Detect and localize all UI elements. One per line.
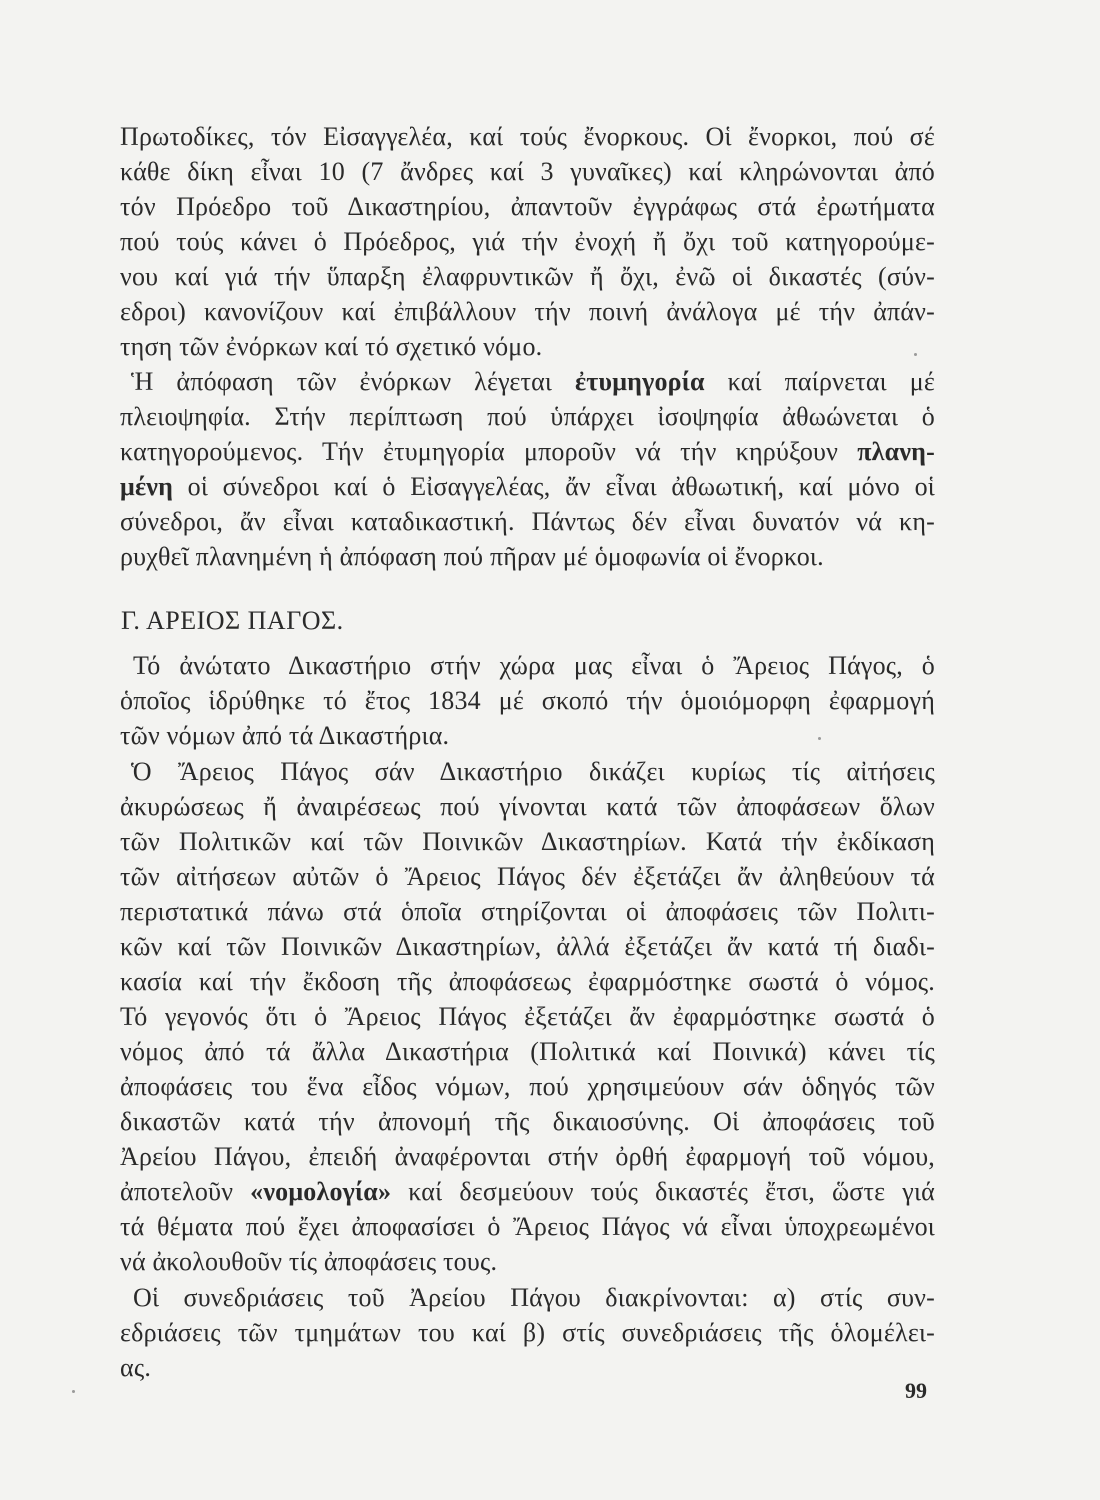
text-line: Ἀρείου Πάγου, ἐπειδή ἀναφέρονται στήν ὀρθή ἐφαρμογή τοῦ νόμου, xyxy=(120,1142,935,1171)
text-line: ἀκυρώσεως ἤ ἀναιρέσεως πού γίνονται κατά τῶν ἀποφάσεων ὅλων xyxy=(120,792,935,821)
text-line: εδριάσεις τῶν τμημάτων του καί β) στίς συνεδριάσεις τῆς ὁλομέλει- xyxy=(120,1318,935,1347)
text-line xyxy=(120,1175,935,1209)
text-line: κῶν καί τῶν Ποινικῶν Δικαστηρίων, ἀλλά ἐξετάζει ἄν κατά τή διαδι- xyxy=(120,932,935,961)
bold-term-verdict: ἐτυμηγορία xyxy=(575,367,705,396)
bold-term-erroneous: πλανη- xyxy=(857,437,935,466)
scan-speck xyxy=(914,353,917,356)
text-line: νά ἀκολουθοῦν τίς ἀποφάσεις τους. xyxy=(120,1247,498,1276)
text-line: σύνεδροι, ἄν εἶναι καταδικαστική. Πάντως δέν εἶναι δυνατόν νά κη- xyxy=(120,507,935,536)
text-line: κάθε δίκη εἶναι 10 (7 ἄνδρες καί 3 γυναῖκες) καί κληρώνονται ἀπό xyxy=(120,157,935,186)
text-line: ας. xyxy=(120,1353,152,1382)
text-run: κατηγορούμενος. Τήν ἐτυμηγορία μποροῦν νά τήν κηρύξουν xyxy=(120,437,858,466)
text-line: ὁποῖος ἱδρύθηκε τό ἔτος 1834 μέ σκοπό τήν ὁμοιόμορφη ἐφαρμογή xyxy=(120,686,935,715)
section-heading: Γ. ΑΡΕΙΟΣ ΠΑΓΟΣ. xyxy=(121,606,344,635)
text-line: Τό ἀνώτατο Δικαστήριο στήν χώρα μας εἶναι ὁ Ἄρειος Πάγος, ὁ xyxy=(133,651,935,680)
text-line xyxy=(120,470,935,504)
bold-term-case-law: «νομολογία» xyxy=(250,1177,392,1206)
text-line: πλειοψηφία. Στήν περίπτωση πού ὑπάρχει ἰσοψηφία ἀθωώνεται ὁ xyxy=(120,402,935,431)
text-run: οἱ σύνεδροι καί ὁ Εἰσαγγελέας, ἄν εἶναι ἀθωωτική, καί μόνο οἱ xyxy=(173,472,935,501)
text-run: καί παίρνεται μέ xyxy=(704,367,935,396)
text-line: Οἱ συνεδριάσεις τοῦ Ἀρείου Πάγου διακρίνονται: α) στίς συν- xyxy=(133,1283,935,1312)
text-line xyxy=(131,365,935,399)
text-line: τόν Πρόεδρο τοῦ Δικαστηρίου, ἀπαντοῦν ἐγγράφως στά ἐρωτήματα xyxy=(120,192,935,221)
text-line: εδροι) κανονίζουν καί ἐπιβάλλουν τήν ποινή ἀνάλογα μέ τήν ἀπάν- xyxy=(120,297,935,326)
text-line: τῶν Πολιτικῶν καί τῶν Ποινικῶν Δικαστηρίων. Κατά τήν ἐκδίκαση xyxy=(120,827,935,856)
scan-speck xyxy=(72,1390,75,1393)
text-line: νου καί γιά τήν ὕπαρξη ἐλαφρυντικῶν ἤ ὄχι, ἐνῶ οἱ δικαστές (σύν- xyxy=(120,262,935,291)
bold-term-erroneous-cont: μένη xyxy=(120,472,174,501)
text-line: δικαστῶν κατά τήν ἀπονομή τῆς δικαιοσύνης. Οἱ ἀποφάσεις τοῦ xyxy=(120,1107,935,1136)
text-line: ἀποφάσεις του ἕνα εἶδος νόμων, πού χρησιμεύουν σάν ὁδηγός τῶν xyxy=(120,1072,935,1101)
page-number: 99 xyxy=(905,1378,927,1403)
text-line: περιστατικά πάνω στά ὁποῖα στηρίζονται οἱ ἀποφάσεις τῶν Πολιτι- xyxy=(120,897,935,926)
text-line: πού τούς κάνει ὁ Πρόεδρος, γιά τήν ἐνοχή ἤ ὄχι τοῦ κατηγορούμε- xyxy=(120,227,935,256)
text-line: νόμος ἀπό τά ἄλλα Δικαστήρια (Πολιτικά καί Ποινικά) κάνει τίς xyxy=(120,1037,935,1066)
text-line: Τό γεγονός ὅτι ὁ Ἄρειος Πάγος ἐξετάζει ἄν ἐφαρμόστηκε σωστά ὁ xyxy=(120,1002,935,1031)
text-run: ἀποτελοῦν xyxy=(120,1177,251,1206)
scan-speck xyxy=(818,737,821,740)
text-line: Πρωτοδίκες, τόν Εἰσαγγελέα, καί τούς ἔνορκους. Οἱ ἔνορκοι, πού σέ xyxy=(120,122,935,151)
text-line xyxy=(120,435,935,469)
text-run: Ἡ ἀπόφαση τῶν ἐνόρκων λέγεται xyxy=(131,367,575,396)
text-line: Ὁ Ἄρειος Πάγος σάν Δικαστήριο δικάζει κυρίως τίς αἰτήσεις xyxy=(131,757,935,786)
text-line: τῶν νόμων ἀπό τά Δικαστήρια. xyxy=(120,721,450,750)
text-line: τῶν αἰτήσεων αὐτῶν ὁ Ἄρειος Πάγος δέν ἐξετάζει ἄν ἀληθεύουν τά xyxy=(120,862,935,891)
text-line: τά θέματα πού ἔχει ἀποφασίσει ὁ Ἄρειος Πάγος νά εἶναι ὑποχρεωμένοι xyxy=(120,1212,935,1241)
text-line: τηση τῶν ἐνόρκων καί τό σχετικό νόμο. xyxy=(120,332,543,361)
text-line: ρυχθεῖ πλανημένη ἡ ἀπόφαση πού πῆραν μέ ὁμοφωνία οἱ ἔνορκοι. xyxy=(120,542,824,571)
text-run: καί δεσμεύουν τούς δικαστές ἔτσι, ὥστε γιά xyxy=(391,1177,935,1206)
text-line: κασία καί τήν ἔκδοση τῆς ἀποφάσεως ἐφαρμόστηκε σωστά ὁ νόμος. xyxy=(120,967,935,996)
